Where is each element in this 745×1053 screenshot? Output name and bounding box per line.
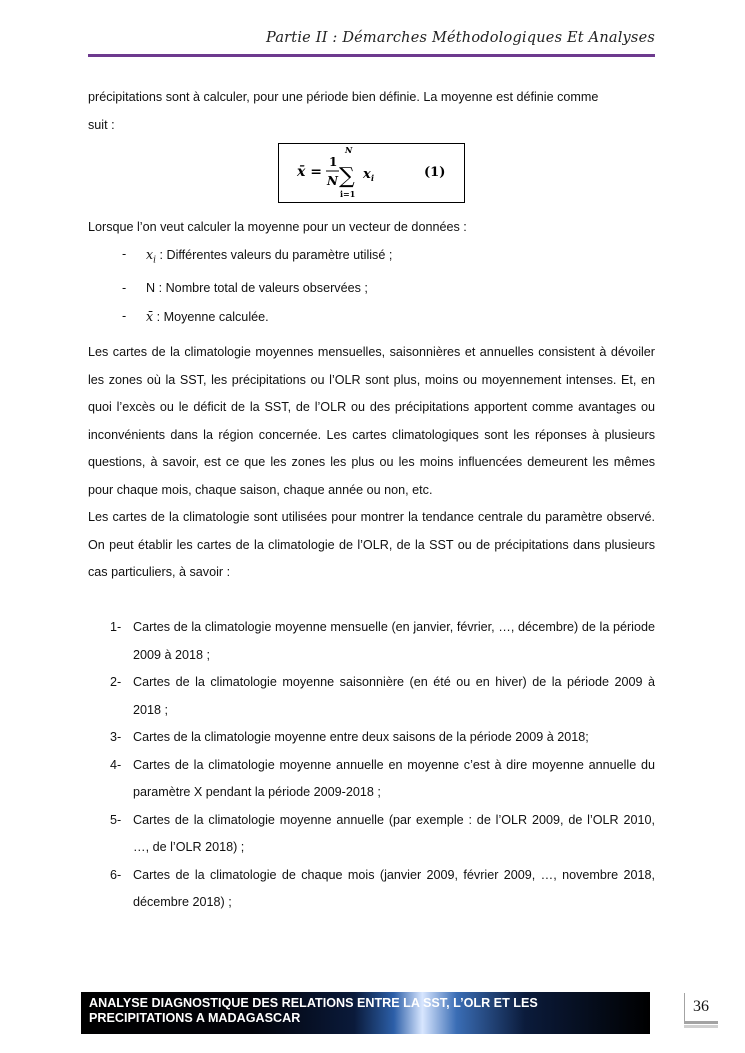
vector-intro: Lorsque l’on veut calculer la moyenne pour un vecteur de données : — [88, 220, 467, 234]
list-item — [110, 669, 655, 724]
page-number: 36 — [684, 993, 718, 1024]
list-text: Cartes de la climatologie moyenne saisonnière (en été ou en hiver) de la période 2009 à 2018 ; — [133, 675, 655, 717]
list-text: Cartes de la climatologie moyenne annuelle (par exemple : de l’OLR 2009, de l’OLR 2010, …, de l’OLR 2018) ; — [133, 812, 655, 854]
formula-denominator: N — [327, 174, 338, 188]
list-item — [122, 275, 642, 303]
list-item — [110, 862, 655, 917]
paragraph-climatology-maps — [88, 339, 655, 587]
footer-title — [89, 996, 639, 1026]
paragraph-2: Les cartes de la climatologie sont utilisées pour montrer la tendance centrale du paramètre observé. On peut établir les cartes de la climatologie de l’OLR, de la SST ou de précipitations dans plusieurs cas particuliers, à savoir : — [88, 510, 655, 579]
footer-banner — [81, 992, 650, 1034]
symbol-xbar: x̄ — [146, 308, 154, 324]
sigma-icon: ∑ — [339, 164, 355, 189]
list-text: Cartes de la climatologie moyenne mensuelle (en janvier, février, …, décembre) de la période 2009 à 2018 ; — [133, 620, 655, 662]
footer-title-line-1: ANALYSE DIAGNOSTIQUE DES RELATIONS ENTRE LA SST, L’OLR ET LES — [89, 996, 538, 1010]
numbered-list — [110, 614, 655, 917]
list-text: Cartes de la climatologie de chaque mois (janvier 2009, février 2009, …, novembre 2018, décembre 2018) ; — [133, 867, 655, 909]
intro-text — [88, 84, 655, 139]
definition-n: N : Nombre total de valeurs observées ; — [146, 281, 368, 296]
formula-box — [278, 143, 465, 203]
list-number: 1- — [110, 620, 122, 634]
intro-line-2: suit : — [88, 117, 115, 132]
list-text: Cartes de la climatologie moyenne annuelle en moyenne c’est à dire moyenne annuelle du paramètre X pendant la période 2009-2018 ; — [133, 757, 655, 799]
sum-lower-limit: i=1 — [340, 189, 356, 199]
paragraph-1: Les cartes de la climatologie moyennes mensuelles, saisonnières et annuelles consistent à dévoiler les zones où la SST, les précipitations ou l’OLR sont plus, moins ou moyennement intenses. Et, en quoi l’excès ou le déficit de la SST, de l’OLR ou des précipitations apportent comme avantages ou inconvénients dans la région concernée. Les cartes climatologiques sont les réponses à plusieurs questions, à savoir, est ce que les zones les plus ou les moins influencées demeurent les mêmes pour chaque mois, chaque saison, chaque année ou non, etc. — [88, 345, 655, 497]
list-item — [110, 724, 655, 752]
list-item — [110, 807, 655, 862]
dash-marker: - — [122, 247, 127, 261]
list-item — [110, 752, 655, 807]
list-item — [122, 303, 642, 332]
dash-marker: - — [122, 281, 127, 296]
formula-lhs: x̄ = — [297, 164, 322, 180]
header-rule — [88, 54, 655, 57]
variable-definitions — [122, 241, 642, 331]
page-header-title: Partie II : Démarches Méthodologiques Et Analyses — [266, 30, 655, 46]
list-number: 3- — [110, 730, 122, 744]
list-number: 4- — [110, 757, 122, 772]
formula-term: x — [363, 167, 371, 182]
formula-term-sub: i — [371, 173, 375, 183]
mean-formula — [279, 144, 464, 202]
definition-xbar: : Moyenne calculée. — [153, 309, 269, 324]
equation-number: (1) — [424, 165, 446, 180]
list-number: 6- — [110, 867, 122, 882]
sum-upper-limit: N — [345, 145, 353, 155]
symbol-xi-sub: i — [153, 255, 156, 266]
formula-numerator: 1 — [329, 155, 338, 169]
list-number: 2- — [110, 675, 122, 689]
list-text: Cartes de la climatologie moyenne entre deux saisons de la période 2009 à 2018; — [133, 730, 589, 744]
list-item — [122, 241, 642, 275]
intro-line-1: précipitations sont à calculer, pour une période bien définie. La moyenne est définie comme — [88, 90, 599, 104]
list-number: 5- — [110, 812, 122, 827]
list-item — [110, 614, 655, 669]
footer-title-line-2: PRECIPITATIONS A MADAGASCAR — [89, 1011, 301, 1025]
definition-xi: : Différentes valeurs du paramètre utilisé ; — [156, 248, 393, 262]
symbol-xi: x — [146, 247, 154, 262]
dash-marker: - — [122, 308, 127, 323]
